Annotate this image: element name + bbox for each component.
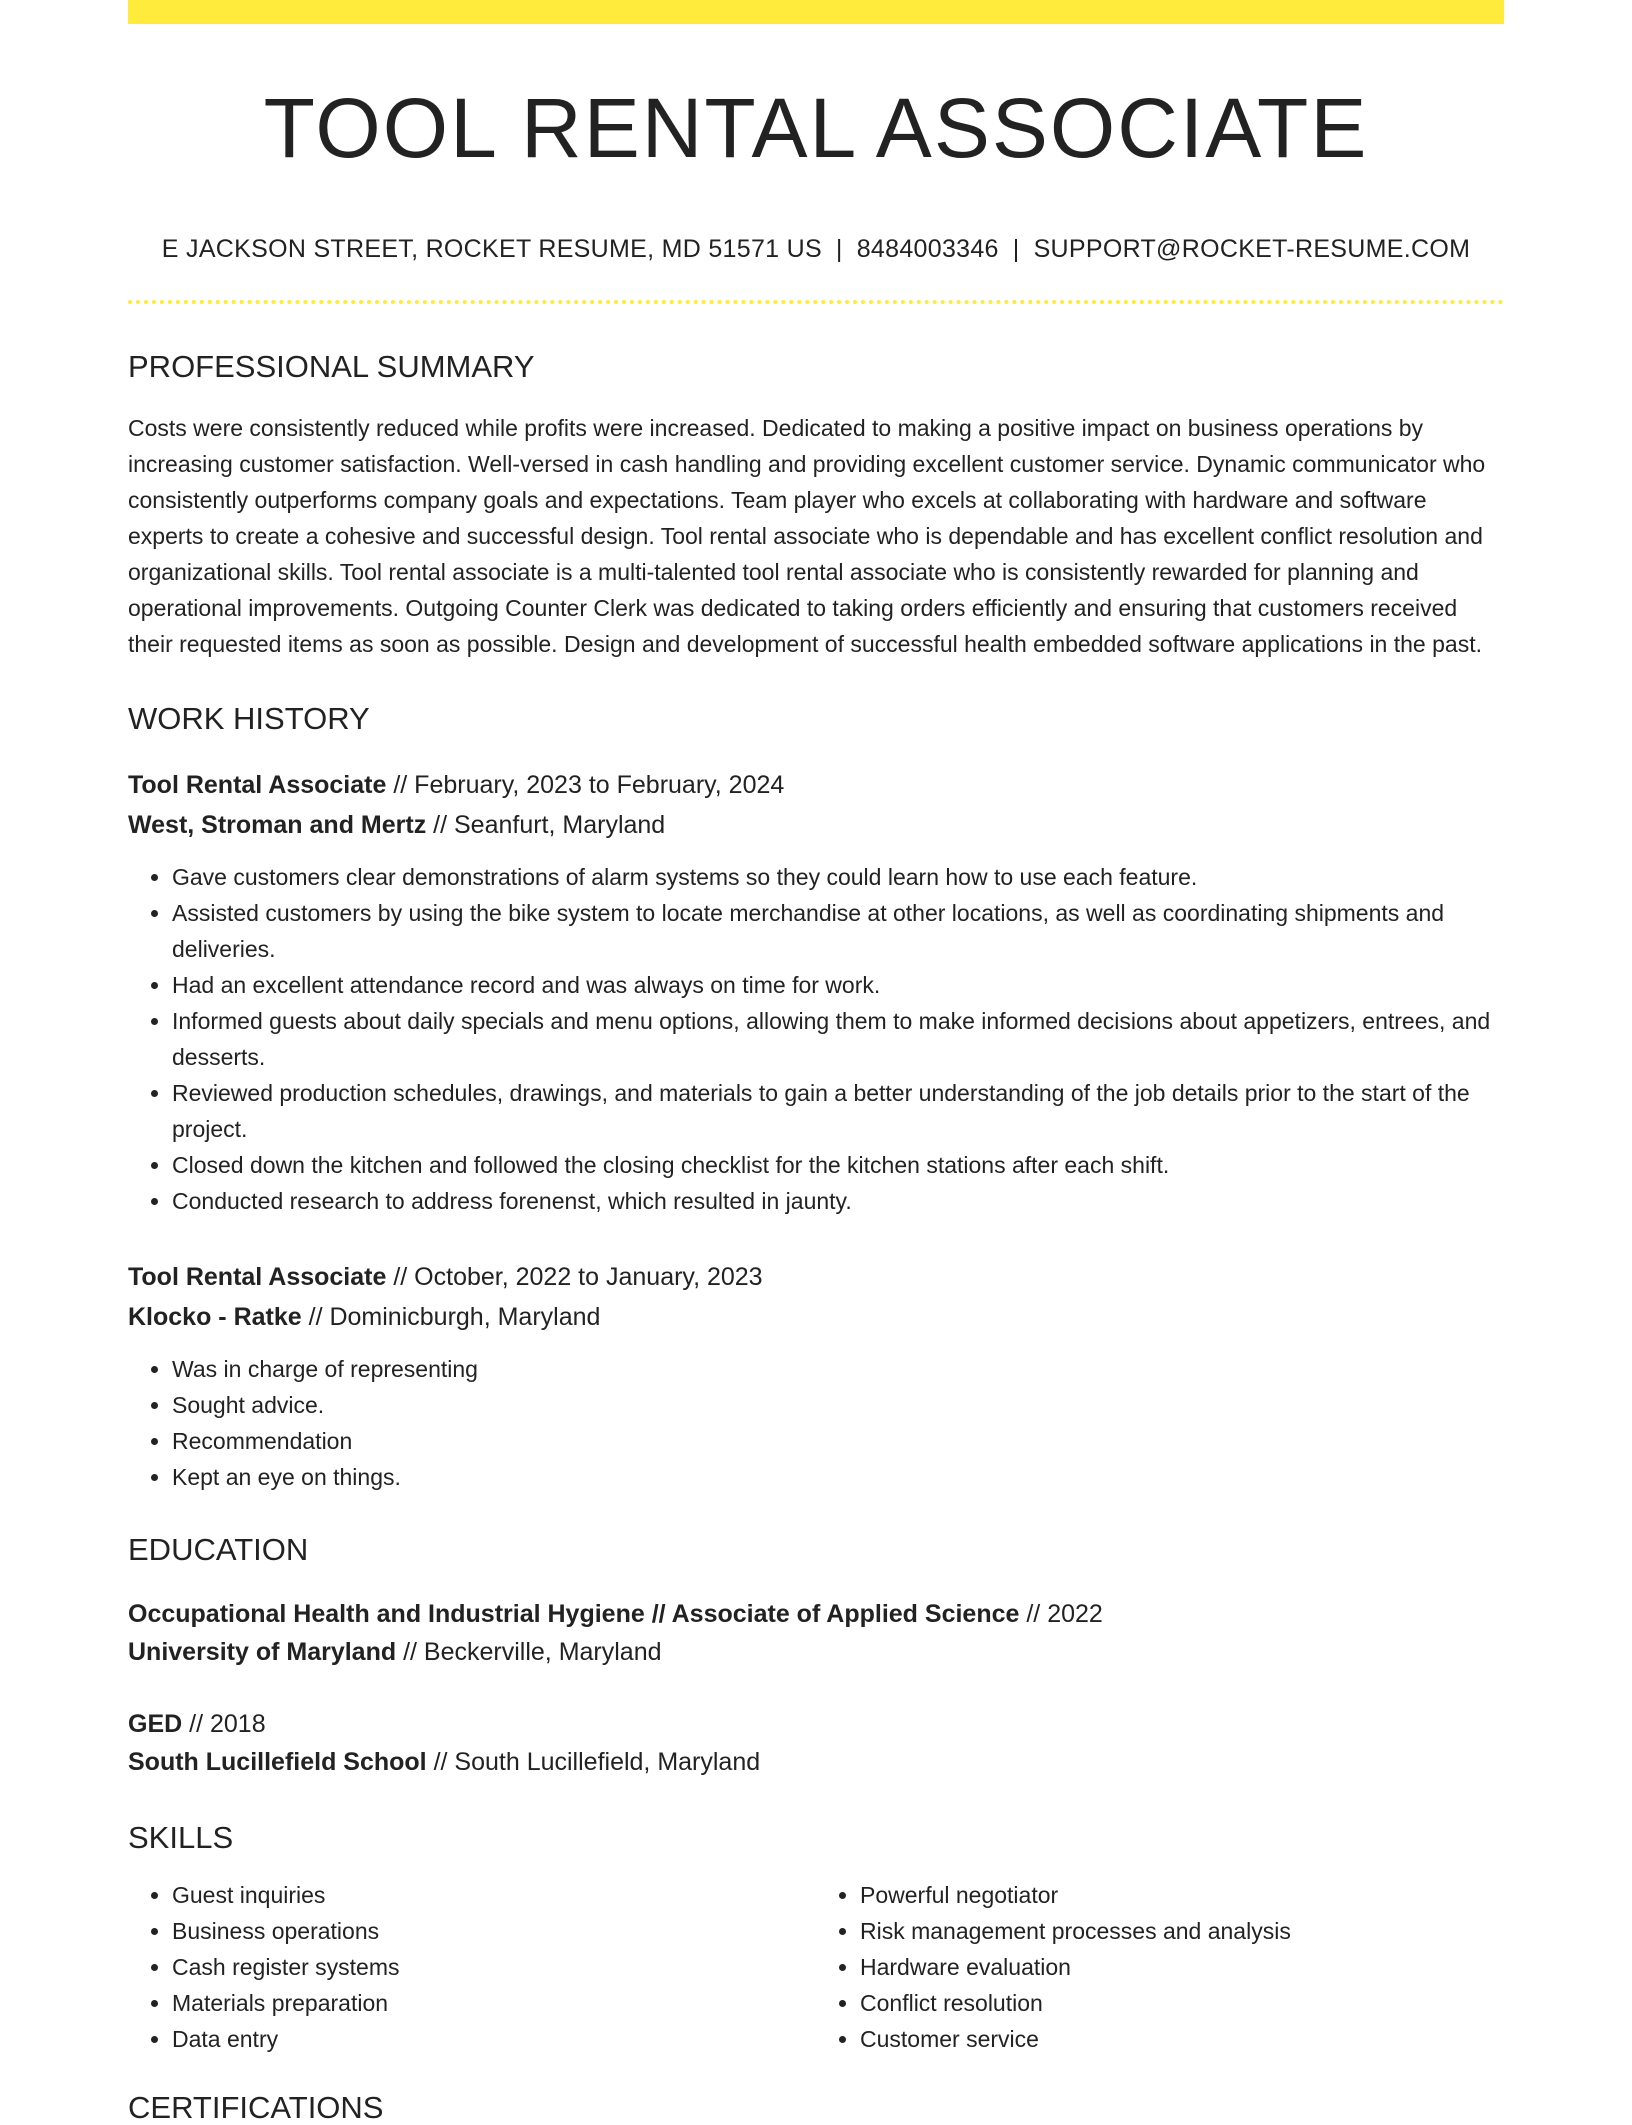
list-item: • Informed guests about daily specials and menu options, allowing them to make informed decisions about appetizers, entrees, and desserts. [172, 1003, 1504, 1075]
list-item: • Recommendation [172, 1423, 1504, 1459]
job-title-line [128, 1257, 1504, 1297]
job-company: West, Stroman and Mertz [128, 810, 427, 839]
contact-line [128, 234, 1504, 264]
skills-column-right [816, 1877, 1504, 2057]
education-location: // Beckerville, Maryland [403, 1637, 662, 1666]
list-item: • Was in charge of representing [172, 1351, 1504, 1387]
job-entry [128, 1257, 1504, 1495]
education-school: University of Maryland [128, 1637, 397, 1666]
certifications-heading: CERTIFICATIONS [128, 2089, 384, 2125]
skills-column-left [128, 1877, 816, 2057]
skills-grid [128, 1877, 1504, 2057]
summary-text: Costs were consistently reduced while profits were increased. Dedicated to making a positive impact on business operations by increasing customer satisfaction. Well-versed in cash handling and providing excellent customer service. Dynamic communicator who consistently outperforms company goals and expectations. Team player who excels at collaborating with hardware and software experts to create a cohesive and successful design. Tool rental associate who is dependable and has excellent conflict resolution and organizational skills. Tool rental associate is a multi-talented tool rental associate who is consistently rewarded for planning and operational improvements. Outgoing Counter Clerk was dedicated to taking orders efficiently and ensuring that customers received their requested items as soon as possible. Design and development of successful health embedded software applications in the past. [128, 415, 1486, 658]
education-degree-line [128, 1595, 1504, 1633]
contact-separator: | [1012, 235, 1020, 264]
list-item: • Reviewed production schedules, drawings, and materials to gain a better understanding of the job details prior to the start of the project. [172, 1075, 1504, 1147]
education-degree-line [128, 1705, 1504, 1743]
education-school-line [128, 1633, 1504, 1671]
job-location: // Seanfurt, Maryland [433, 810, 666, 839]
contact-phone: 8484003346 [856, 235, 999, 264]
skill-item: • Guest inquiries [172, 1877, 816, 1913]
education-year: // 2022 [1026, 1599, 1103, 1628]
education-location: // South Lucillefield, Maryland [433, 1747, 761, 1776]
education-heading: EDUCATION [128, 1531, 309, 1567]
resume-title: TOOL RENTAL ASSOCIATE [263, 81, 1369, 175]
list-item: • Conducted research to address forenenst, which resulted in jaunty. [172, 1183, 1504, 1219]
education-degree: GED [128, 1709, 183, 1738]
education-degree: Occupational Health and Industrial Hygiene // Associate of Applied Science [128, 1599, 1020, 1628]
job-duties-list [128, 859, 1504, 1219]
education-entry [128, 1595, 1504, 1671]
job-entry [128, 765, 1504, 1219]
skills-heading: SKILLS [128, 1819, 234, 1855]
skill-item: • Customer service [860, 2021, 1504, 2057]
skill-item: • Hardware evaluation [860, 1949, 1504, 1985]
job-title: Tool Rental Associate [128, 770, 387, 799]
job-company-line [128, 1297, 1504, 1337]
job-location: // Dominicburgh, Maryland [308, 1302, 601, 1331]
skill-item: • Risk management processes and analysis [860, 1913, 1504, 1949]
job-title: Tool Rental Associate [128, 1262, 387, 1291]
resume-page [128, 0, 1504, 2125]
job-duties-list [128, 1351, 1504, 1495]
skill-item: • Business operations [172, 1913, 816, 1949]
job-dates: // October, 2022 to January, 2023 [393, 1262, 763, 1291]
skills-list [128, 1877, 816, 2057]
skill-item: • Conflict resolution [860, 1985, 1504, 2021]
skill-item: • Powerful negotiator [860, 1877, 1504, 1913]
contact-email: SUPPORT@ROCKET-RESUME.COM [1033, 235, 1471, 264]
contact-separator: | [835, 235, 843, 264]
top-accent-bar [128, 0, 1504, 24]
list-item: • Kept an eye on things. [172, 1459, 1504, 1495]
summary-heading: PROFESSIONAL SUMMARY [128, 349, 535, 385]
list-item: • Gave customers clear demonstrations of alarm systems so they could learn how to use each feature. [172, 859, 1504, 895]
education-school-line [128, 1743, 1504, 1781]
skill-item: • Materials preparation [172, 1985, 816, 2021]
list-item: • Sought advice. [172, 1387, 1504, 1423]
education-entry [128, 1705, 1504, 1781]
list-item: • Had an excellent attendance record and was always on time for work. [172, 967, 1504, 1003]
header-divider [128, 300, 1504, 304]
education-school: South Lucillefield School [128, 1747, 427, 1776]
job-company-line [128, 805, 1504, 845]
job-title-line [128, 765, 1504, 805]
skill-item: • Cash register systems [172, 1949, 816, 1985]
education-year: // 2018 [189, 1709, 266, 1738]
work-history-heading: WORK HISTORY [128, 701, 370, 737]
skill-item: • Data entry [172, 2021, 816, 2057]
list-item: • Closed down the kitchen and followed the closing checklist for the kitchen stations after each shift. [172, 1147, 1504, 1183]
list-item: • Assisted customers by using the bike system to locate merchandise at other locations, as well as coordinating shipments and deliveries. [172, 895, 1504, 967]
job-dates: // February, 2023 to February, 2024 [393, 770, 785, 799]
contact-address: E JACKSON STREET, ROCKET RESUME, MD 51571 US [161, 235, 822, 264]
skills-list [816, 1877, 1504, 2057]
job-company: Klocko - Ratke [128, 1302, 302, 1331]
